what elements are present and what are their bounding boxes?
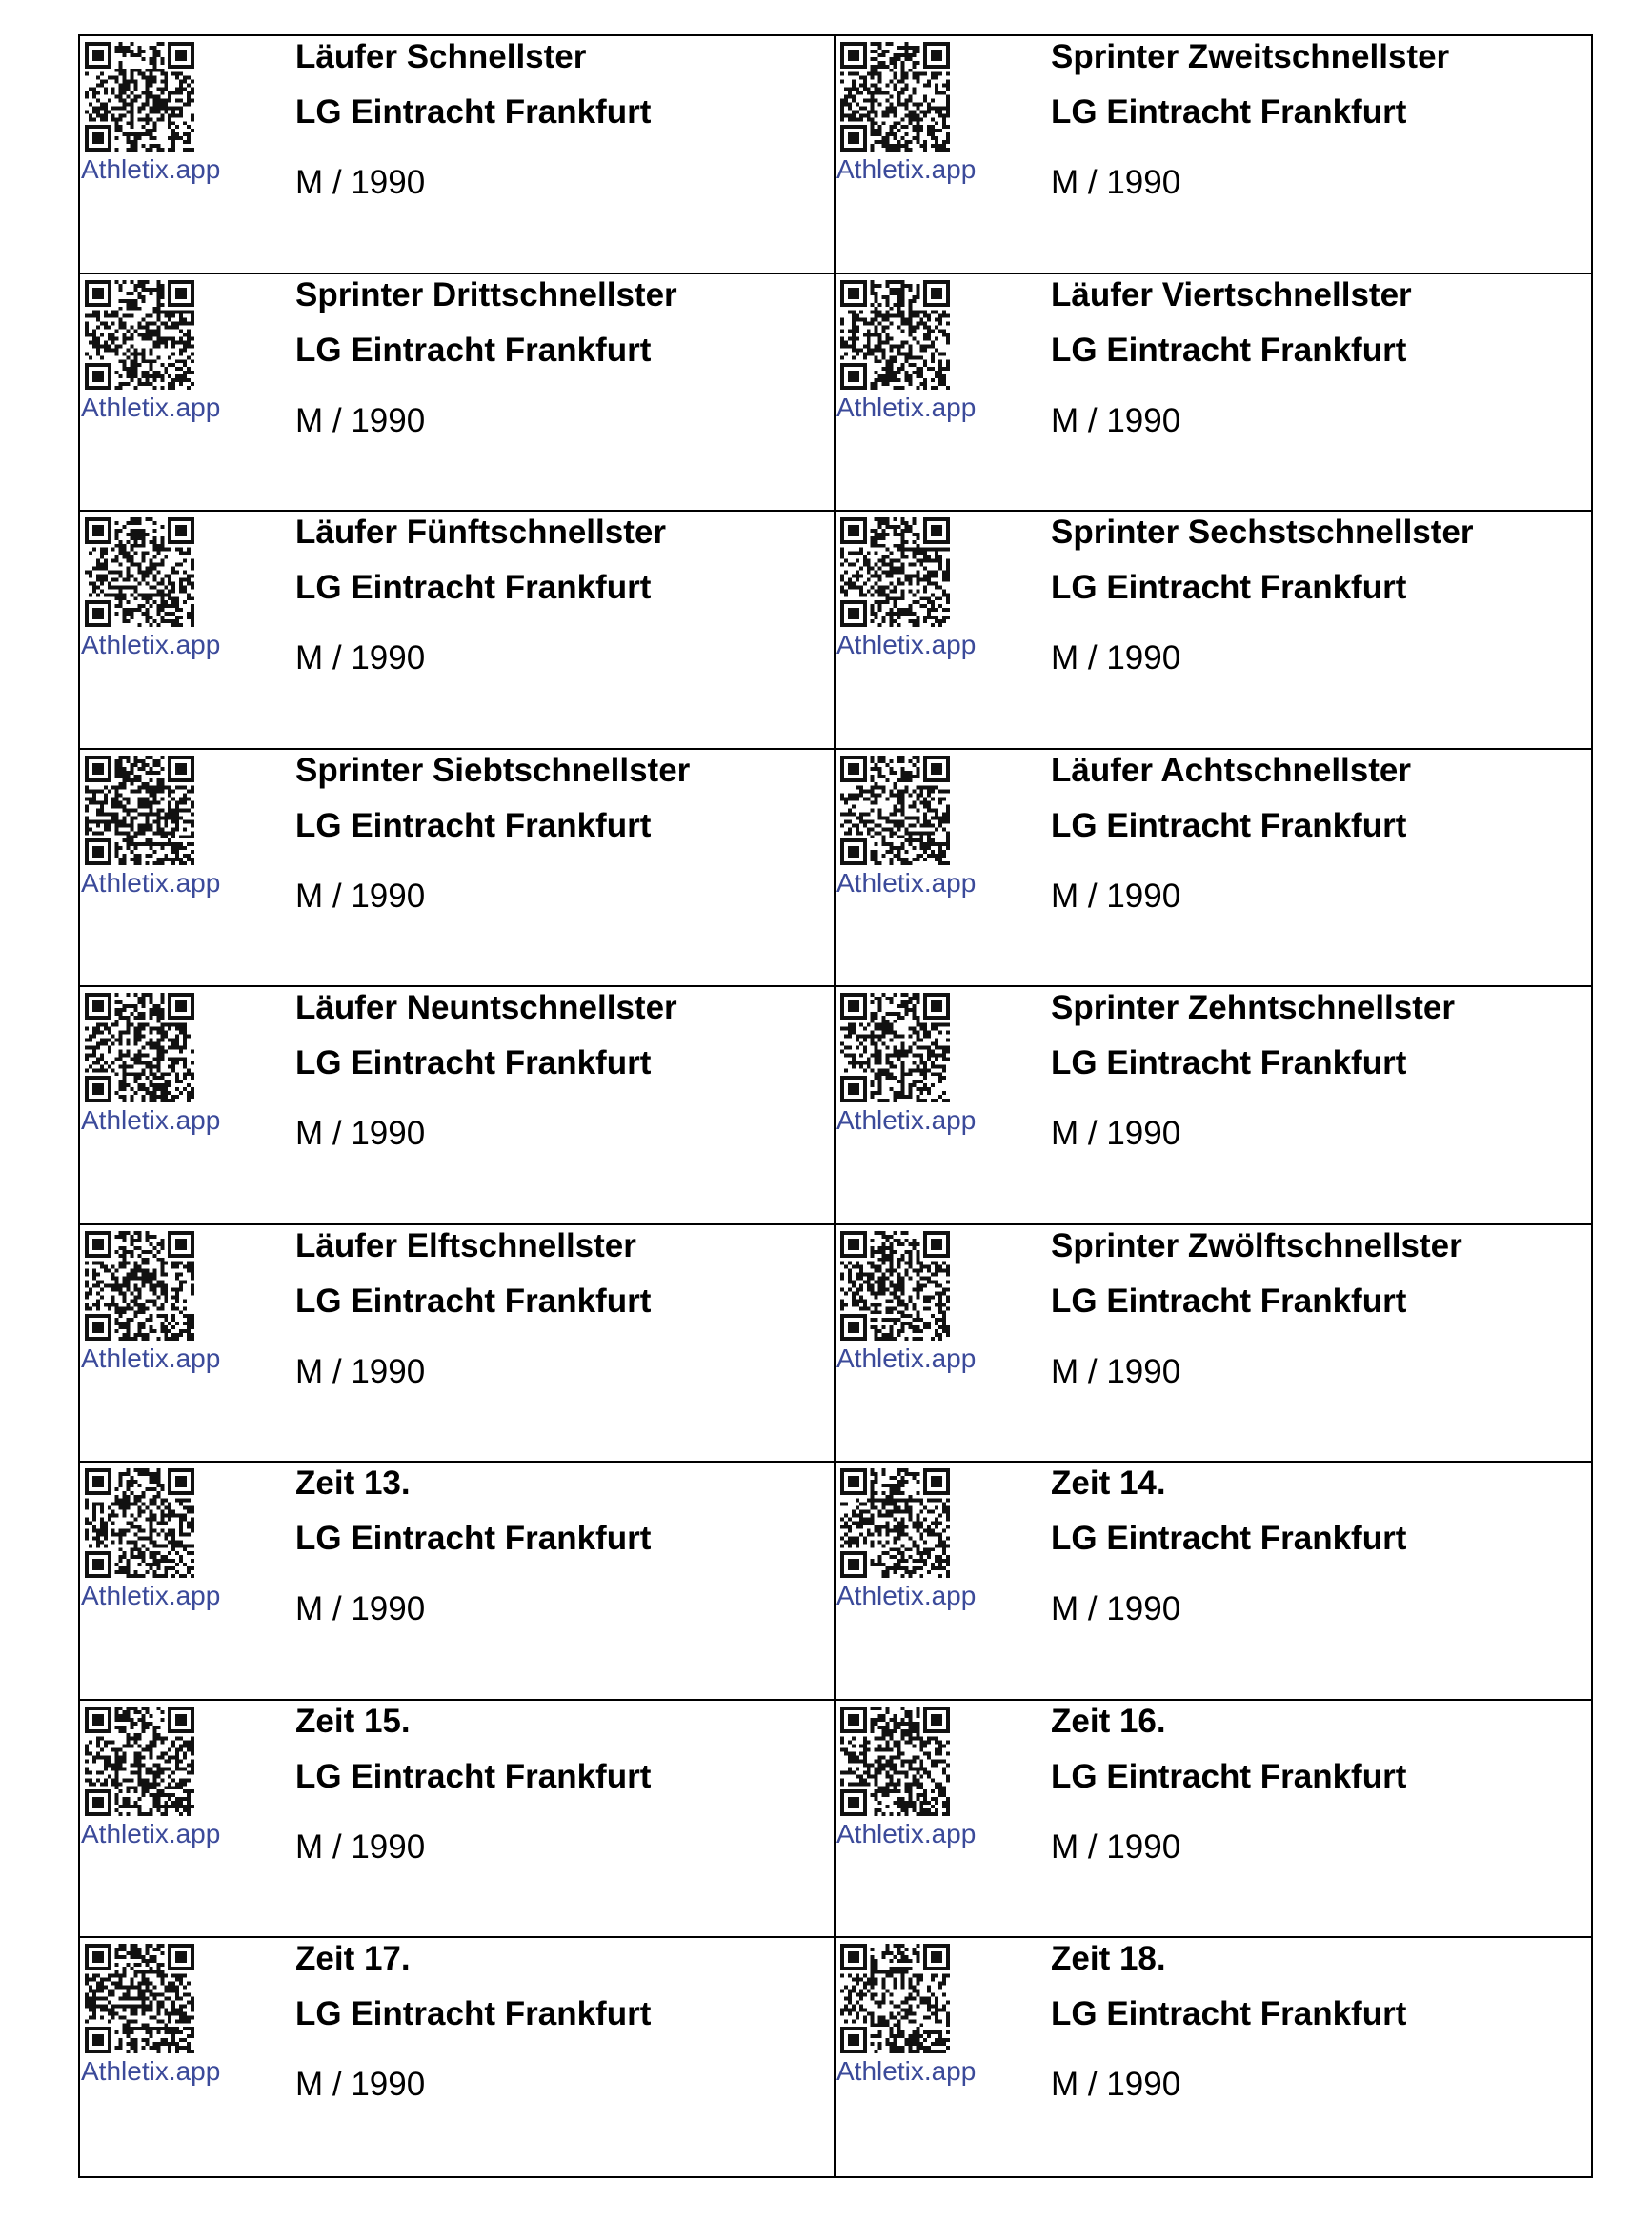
athletix-link[interactable]: Athletix.app <box>836 154 977 184</box>
category-year: M / 1990 <box>1051 639 1181 677</box>
qr-code-icon <box>840 993 950 1102</box>
category-year: M / 1990 <box>1051 2066 1181 2104</box>
club-name: LG Eintracht Frankfurt <box>1051 331 1407 369</box>
athlete-name: Zeit 16. <box>1051 1702 1166 1740</box>
name-label <box>80 987 836 1225</box>
category-year: M / 1990 <box>295 877 426 915</box>
qr-code-icon <box>85 517 194 627</box>
club-name: LG Eintracht Frankfurt <box>1051 1520 1407 1558</box>
category-year: M / 1990 <box>295 401 426 439</box>
club-name: LG Eintracht Frankfurt <box>295 569 652 607</box>
name-label <box>836 1225 1591 1464</box>
category-year: M / 1990 <box>1051 401 1181 439</box>
qr-code-icon <box>840 1707 950 1816</box>
qr-code-icon <box>85 993 194 1102</box>
athlete-name: Zeit 15. <box>295 1702 411 1740</box>
category-year: M / 1990 <box>295 2066 426 2104</box>
qr-code-icon <box>85 1231 194 1341</box>
qr-code-icon <box>840 42 950 152</box>
athletix-link[interactable]: Athletix.app <box>836 630 977 660</box>
qr-code-icon <box>840 280 950 390</box>
name-label <box>80 1938 836 2176</box>
qr-code-icon <box>840 756 950 865</box>
name-label <box>80 274 836 513</box>
qr-code-icon <box>85 756 194 865</box>
name-label <box>80 36 836 274</box>
name-label <box>836 274 1591 513</box>
club-name: LG Eintracht Frankfurt <box>295 1995 652 2033</box>
club-name: LG Eintracht Frankfurt <box>1051 1282 1407 1320</box>
athletix-link[interactable]: Athletix.app <box>836 2056 977 2087</box>
qr-code-icon <box>85 1468 194 1578</box>
athlete-name: Sprinter Siebtschnellster <box>295 751 691 789</box>
athlete-name: Sprinter Zwölftschnellster <box>1051 1226 1462 1264</box>
athlete-name: Zeit 17. <box>295 1940 411 1978</box>
club-name: LG Eintracht Frankfurt <box>295 806 652 844</box>
qr-code-icon <box>85 280 194 390</box>
athletix-link[interactable]: Athletix.app <box>836 1581 977 1611</box>
club-name: LG Eintracht Frankfurt <box>295 1757 652 1795</box>
name-label <box>836 512 1591 750</box>
athletix-link[interactable]: Athletix.app <box>81 1343 221 1373</box>
name-label <box>836 1938 1591 2176</box>
athletix-link[interactable]: Athletix.app <box>81 1581 221 1611</box>
category-year: M / 1990 <box>1051 1115 1181 1153</box>
athlete-name: Zeit 18. <box>1051 1940 1166 1978</box>
category-year: M / 1990 <box>1051 1828 1181 1866</box>
category-year: M / 1990 <box>1051 1352 1181 1390</box>
club-name: LG Eintracht Frankfurt <box>295 331 652 369</box>
club-name: LG Eintracht Frankfurt <box>1051 1757 1407 1795</box>
athlete-name: Läufer Fünftschnellster <box>295 514 666 552</box>
athlete-name: Sprinter Zweitschnellster <box>1051 38 1450 75</box>
category-year: M / 1990 <box>295 1828 426 1866</box>
athlete-name: Läufer Achtschnellster <box>1051 751 1411 789</box>
qr-code-icon <box>840 1231 950 1341</box>
category-year: M / 1990 <box>1051 1590 1181 1628</box>
athletix-link[interactable]: Athletix.app <box>81 867 221 898</box>
qr-code-icon <box>85 1707 194 1816</box>
athlete-name: Sprinter Zehntschnellster <box>1051 989 1455 1027</box>
club-name: LG Eintracht Frankfurt <box>1051 93 1407 131</box>
name-label <box>836 1701 1591 1939</box>
club-name: LG Eintracht Frankfurt <box>1051 1995 1407 2033</box>
athletix-link[interactable]: Athletix.app <box>836 1343 977 1373</box>
athlete-name: Sprinter Sechstschnellster <box>1051 514 1474 552</box>
club-name: LG Eintracht Frankfurt <box>1051 1044 1407 1082</box>
name-label <box>80 1463 836 1701</box>
name-label <box>80 1701 836 1939</box>
athletix-link[interactable]: Athletix.app <box>81 2056 221 2087</box>
athlete-name: Läufer Schnellster <box>295 38 587 75</box>
name-label <box>836 1463 1591 1701</box>
qr-code-icon <box>840 1944 950 2053</box>
athletix-link[interactable]: Athletix.app <box>81 392 221 422</box>
athletix-link[interactable]: Athletix.app <box>836 392 977 422</box>
qr-code-icon <box>840 1468 950 1578</box>
category-year: M / 1990 <box>295 1590 426 1628</box>
club-name: LG Eintracht Frankfurt <box>1051 806 1407 844</box>
athletix-link[interactable]: Athletix.app <box>81 1105 221 1136</box>
name-label <box>836 987 1591 1225</box>
club-name: LG Eintracht Frankfurt <box>1051 569 1407 607</box>
club-name: LG Eintracht Frankfurt <box>295 1282 652 1320</box>
name-label <box>80 1225 836 1464</box>
qr-code-icon <box>85 42 194 152</box>
athletix-link[interactable]: Athletix.app <box>836 867 977 898</box>
athlete-name: Läufer Viertschnellster <box>1051 275 1412 313</box>
category-year: M / 1990 <box>295 1115 426 1153</box>
athletix-link[interactable]: Athletix.app <box>836 1105 977 1136</box>
athlete-name: Läufer Elftschnellster <box>295 1226 636 1264</box>
category-year: M / 1990 <box>1051 877 1181 915</box>
athlete-name: Sprinter Drittschnellster <box>295 275 677 313</box>
qr-code-icon <box>85 1944 194 2053</box>
athletix-link[interactable]: Athletix.app <box>836 1818 977 1848</box>
athlete-name: Zeit 14. <box>1051 1464 1166 1503</box>
name-label <box>80 750 836 988</box>
athletix-link[interactable]: Athletix.app <box>81 630 221 660</box>
club-name: LG Eintracht Frankfurt <box>295 1520 652 1558</box>
club-name: LG Eintracht Frankfurt <box>295 1044 652 1082</box>
athletix-link[interactable]: Athletix.app <box>81 154 221 184</box>
name-label <box>80 512 836 750</box>
category-year: M / 1990 <box>1051 164 1181 201</box>
label-sheet <box>78 34 1593 2178</box>
athlete-name: Zeit 13. <box>295 1464 411 1503</box>
category-year: M / 1990 <box>295 639 426 677</box>
name-label <box>836 750 1591 988</box>
club-name: LG Eintracht Frankfurt <box>295 93 652 131</box>
athletix-link[interactable]: Athletix.app <box>81 1818 221 1848</box>
qr-code-icon <box>840 517 950 627</box>
category-year: M / 1990 <box>295 164 426 201</box>
athlete-name: Läufer Neuntschnellster <box>295 989 677 1027</box>
name-label <box>836 36 1591 274</box>
category-year: M / 1990 <box>295 1352 426 1390</box>
